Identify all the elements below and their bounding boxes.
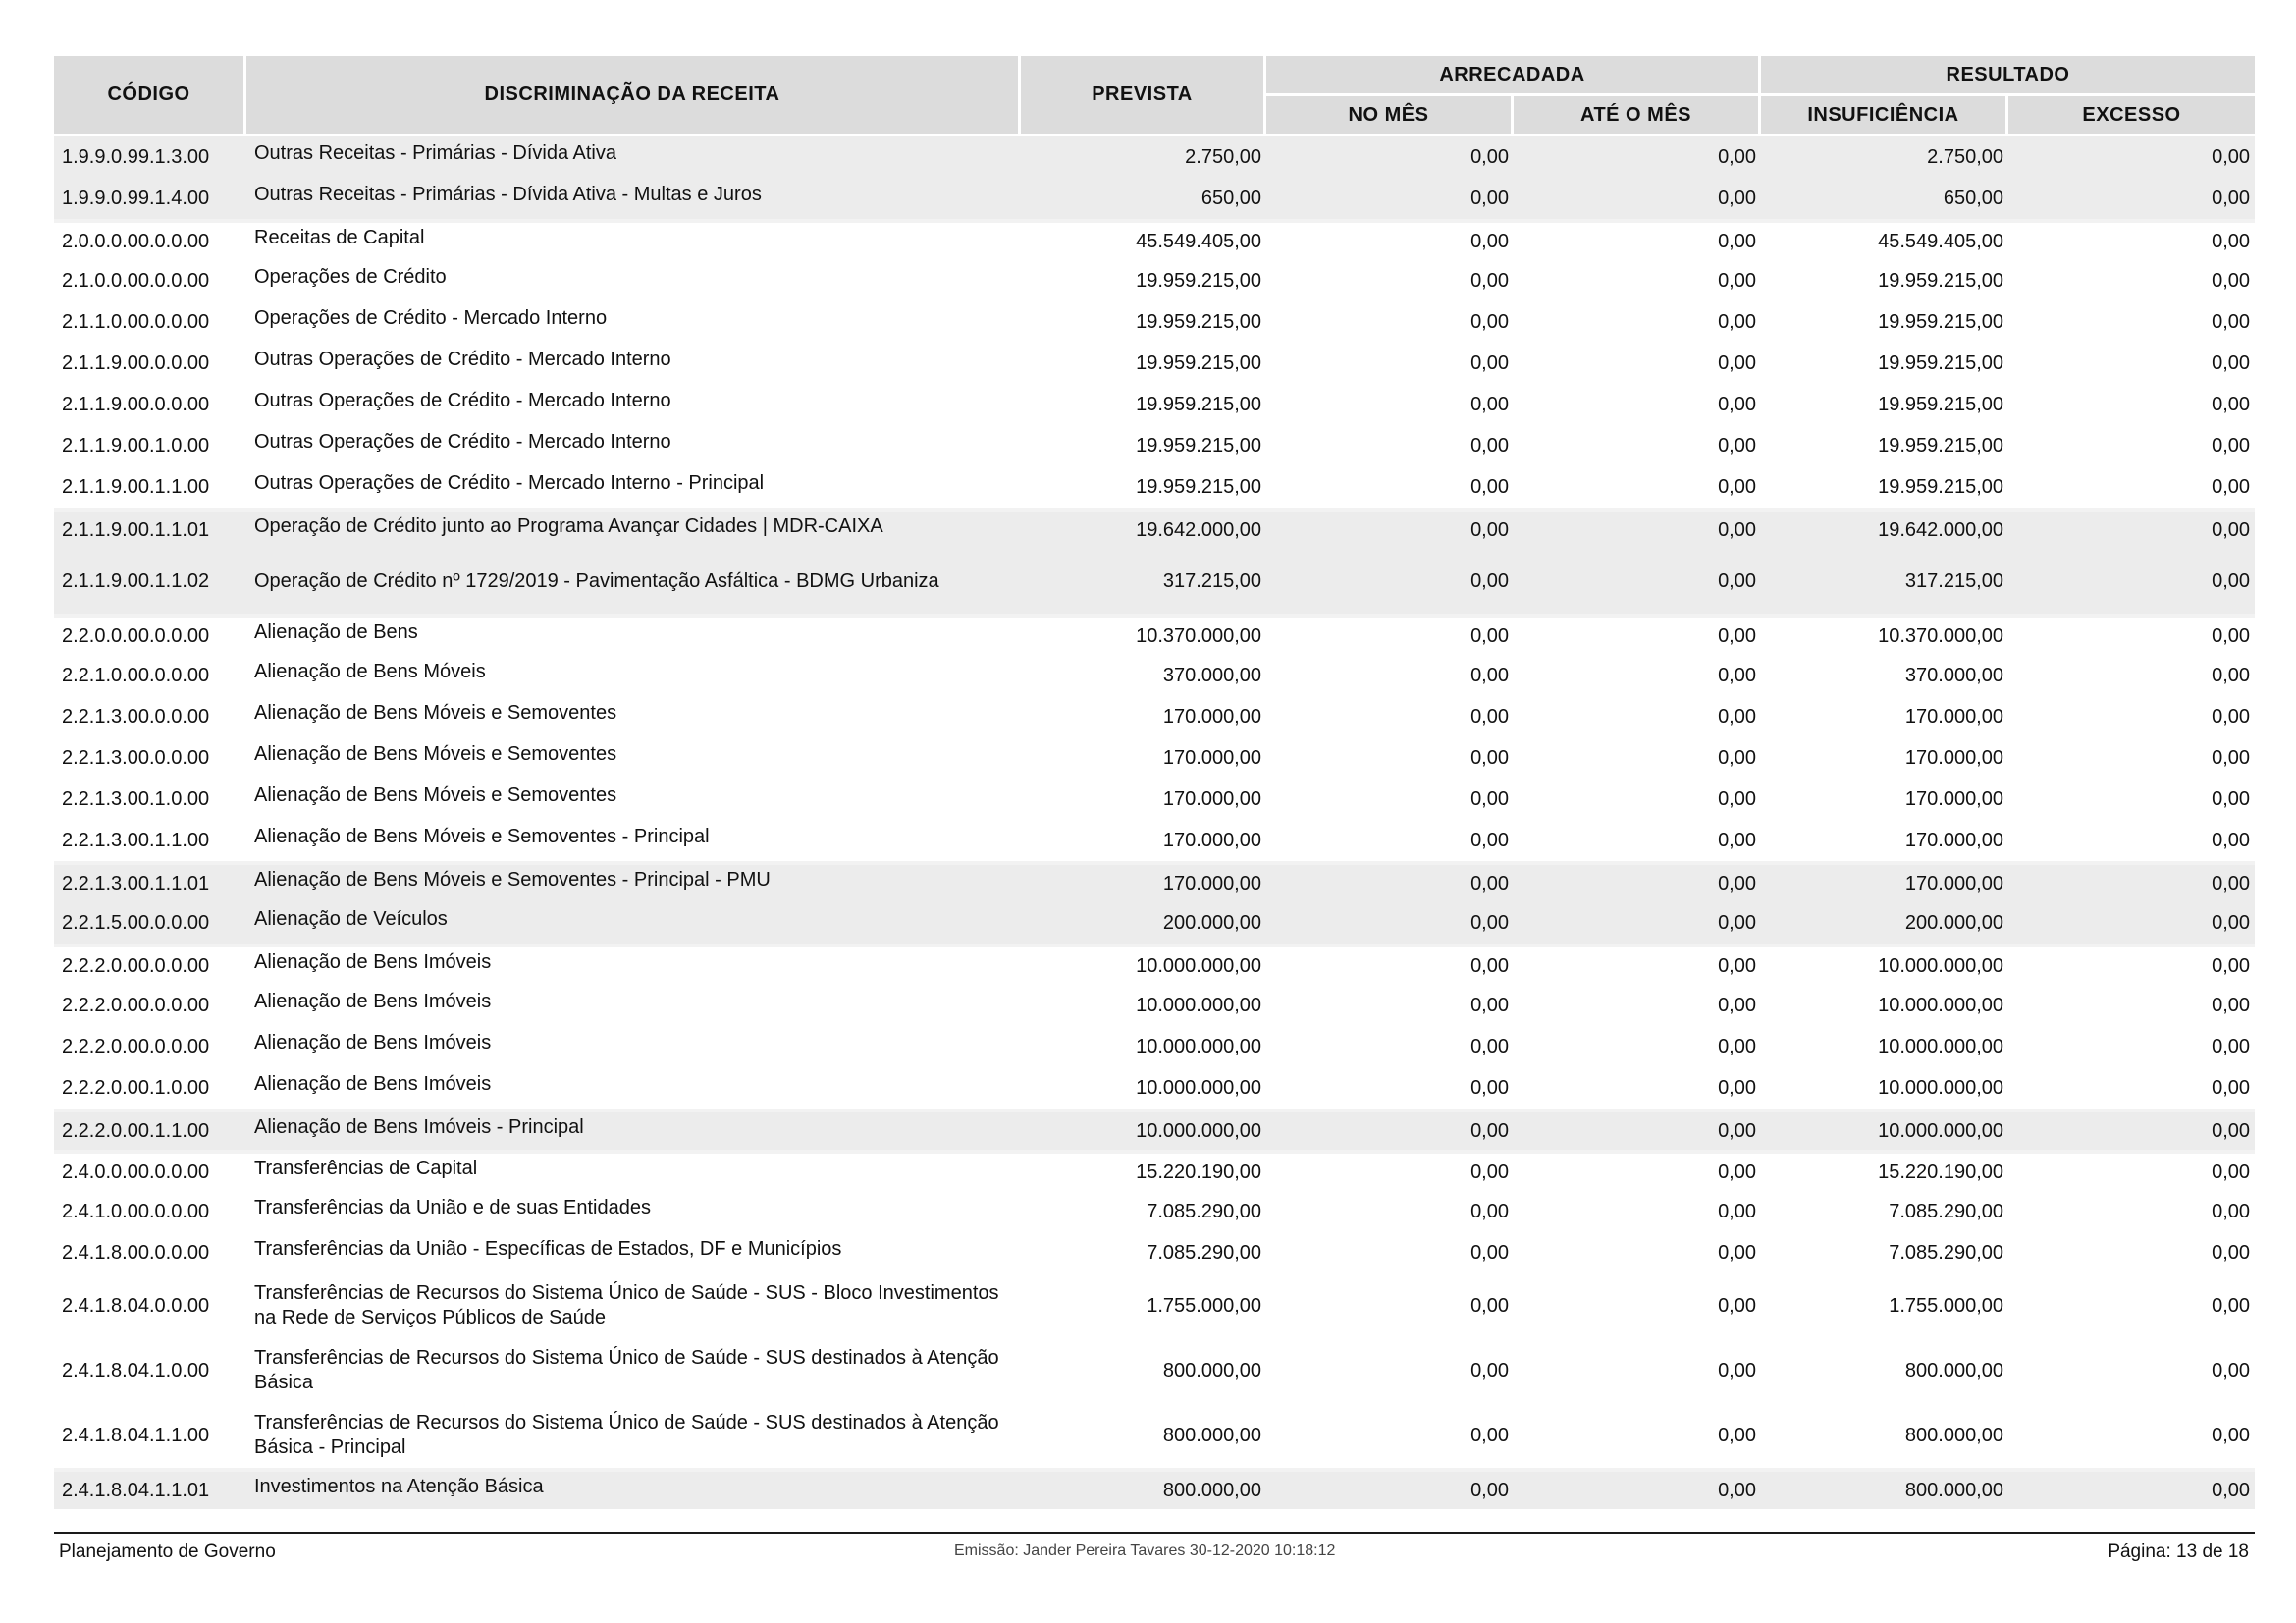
row-prevista: 170.000,00 xyxy=(1021,861,1266,902)
row-excesso: 0,00 xyxy=(2212,1241,2251,1264)
row-prevista: 10.000.000,00 xyxy=(1136,1035,1261,1057)
table-row xyxy=(54,1109,2255,1150)
row-code: 2.4.0.0.00.0.0.00 xyxy=(54,1150,246,1191)
row-no-mes: 0,00 xyxy=(1470,1035,1509,1057)
row-code: 2.4.1.0.00.0.0.00 xyxy=(62,1200,210,1222)
row-ate-o-mes: 0,00 xyxy=(1718,787,1756,810)
row-ate-o-mes: 0,00 xyxy=(1514,1109,1761,1150)
row-prevista: 10.370.000,00 xyxy=(1021,614,1266,655)
row-description-text: Receitas de Capital xyxy=(254,226,425,248)
row-prevista: 7.085.290,00 xyxy=(1147,1200,1261,1222)
row-insuficiencia: 7.085.290,00 xyxy=(1889,1200,2003,1222)
row-insuficiencia: 10.000.000,00 xyxy=(1761,1109,2008,1150)
report-page xyxy=(54,56,2255,1509)
row-no-mes: 0,00 xyxy=(1470,1076,1509,1099)
row-ate-o-mes: 0,00 xyxy=(1718,1359,1756,1381)
table-row xyxy=(54,1403,2255,1468)
row-no-mes: 0,00 xyxy=(1266,1150,1514,1191)
row-insuficiencia: 170.000,00 xyxy=(1761,861,2008,902)
row-excesso: 0,00 xyxy=(2212,1035,2251,1057)
row-excesso: 0,00 xyxy=(2008,136,2255,178)
row-insuficiencia: 170.000,00 xyxy=(1904,746,2003,769)
row-description-text: Outras Operações de Crédito - Mercado Interno - Principal xyxy=(254,471,765,494)
row-description-text: Outras Operações de Crédito - Mercado Interno xyxy=(254,348,671,370)
row-excesso: 0,00 xyxy=(2212,705,2251,728)
row-ate-o-mes: 0,00 xyxy=(1718,1035,1756,1057)
row-description-text: Transferências de Recursos do Sistema Único de Saúde - SUS - Bloco Investimentos na Rede de Serviços Públicos de Saúde xyxy=(254,1282,999,1328)
row-description xyxy=(246,1403,1021,1468)
row-code: 2.1.1.9.00.0.0.00 xyxy=(62,393,210,415)
row-code: 2.4.1.8.04.1.1.00 xyxy=(62,1424,210,1446)
row-excesso: 0,00 xyxy=(2212,1424,2251,1446)
row-excesso: 0,00 xyxy=(2212,829,2251,851)
row-prevista: 10.000.000,00 xyxy=(1021,1109,1266,1150)
row-insuficiencia: 800.000,00 xyxy=(1761,1468,2008,1509)
table-row xyxy=(54,1026,2255,1067)
row-ate-o-mes: 0,00 xyxy=(1718,705,1756,728)
row-excesso: 0,00 xyxy=(2008,1150,2255,1191)
row-no-mes: 0,00 xyxy=(1470,829,1509,851)
row-description xyxy=(246,343,1021,384)
row-description-text: Alienação de Bens Móveis e Semoventes xyxy=(254,784,617,806)
row-description-text: Alienação de Bens Móveis e Semoventes xyxy=(254,742,617,765)
row-ate-o-mes: 0,00 xyxy=(1514,508,1761,549)
header-ate-o-mes: ATÉ O MÊS xyxy=(1514,96,1761,136)
row-description xyxy=(246,820,1021,861)
revenue-table xyxy=(54,56,2255,1509)
row-code: 2.1.1.9.00.0.0.00 xyxy=(62,352,210,374)
row-description xyxy=(246,779,1021,820)
table-header xyxy=(54,56,2255,136)
row-description xyxy=(246,614,1021,655)
row-excesso: 0,00 xyxy=(2212,1076,2251,1099)
row-code: 2.2.1.3.00.1.0.00 xyxy=(62,787,210,810)
row-prevista: 800.000,00 xyxy=(1162,1424,1261,1446)
table-row xyxy=(54,696,2255,737)
table-row xyxy=(54,136,2255,178)
row-insuficiencia: 317.215,00 xyxy=(1761,549,2008,614)
table-row xyxy=(54,1338,2255,1403)
row-code: 2.2.0.0.00.0.0.00 xyxy=(54,614,246,655)
row-ate-o-mes: 0,00 xyxy=(1718,352,1756,374)
row-prevista: 7.085.290,00 xyxy=(1147,1241,1261,1264)
row-no-mes: 0,00 xyxy=(1470,994,1509,1016)
table-row xyxy=(54,985,2255,1026)
row-insuficiencia: 19.959.215,00 xyxy=(1878,269,2003,292)
row-excesso: 0,00 xyxy=(2008,902,2255,944)
row-code: 2.2.2.0.00.0.0.00 xyxy=(62,994,210,1016)
row-excesso: 0,00 xyxy=(2212,310,2251,333)
table-row xyxy=(54,508,2255,549)
row-prevista: 1.755.000,00 xyxy=(1147,1294,1261,1317)
row-no-mes: 0,00 xyxy=(1470,1200,1509,1222)
row-prevista: 10.000.000,00 xyxy=(1136,1076,1261,1099)
row-insuficiencia: 10.370.000,00 xyxy=(1761,614,2008,655)
row-code: 2.4.1.8.04.1.0.00 xyxy=(62,1359,210,1381)
row-description xyxy=(246,861,1021,902)
row-prevista: 19.959.215,00 xyxy=(1136,310,1261,333)
table-row xyxy=(54,260,2255,301)
row-prevista: 10.000.000,00 xyxy=(1021,944,1266,985)
row-insuficiencia: 19.959.215,00 xyxy=(1878,475,2003,498)
row-description xyxy=(246,384,1021,425)
header-no-mes: NO MÊS xyxy=(1266,96,1514,136)
row-code: 2.2.2.0.00.0.0.00 xyxy=(54,944,246,985)
row-excesso: 0,00 xyxy=(2008,1468,2255,1509)
row-description-text: Alienação de Bens Imóveis xyxy=(254,1072,492,1095)
row-description-text: Operação de Crédito nº 1729/2019 - Pavimentação Asfáltica - BDMG Urbaniza xyxy=(254,569,939,592)
row-code: 2.4.1.8.04.0.0.00 xyxy=(62,1294,210,1317)
row-description-text: Outras Receitas - Primárias - Dívida Ativa - Multas e Juros xyxy=(254,183,762,205)
row-ate-o-mes: 0,00 xyxy=(1514,178,1761,219)
table-row xyxy=(54,779,2255,820)
row-description-text: Operação de Crédito junto ao Programa Avançar Cidades | MDR-CAIXA xyxy=(254,514,883,537)
row-insuficiencia: 170.000,00 xyxy=(1904,787,2003,810)
row-no-mes: 0,00 xyxy=(1470,352,1509,374)
row-ate-o-mes: 0,00 xyxy=(1514,1468,1761,1509)
footer-divider xyxy=(54,1532,2255,1534)
row-prevista: 2.750,00 xyxy=(1021,136,1266,178)
row-excesso: 0,00 xyxy=(2212,1294,2251,1317)
header-prevista: PREVISTA xyxy=(1021,56,1266,136)
row-no-mes: 0,00 xyxy=(1266,1468,1514,1509)
table-row xyxy=(54,861,2255,902)
row-insuficiencia: 10.000.000,00 xyxy=(1878,1076,2003,1099)
header-arrecadada: ARRECADADA xyxy=(1266,56,1761,96)
row-code: 2.2.2.0.00.0.0.00 xyxy=(62,1035,210,1057)
row-ate-o-mes: 0,00 xyxy=(1718,1424,1756,1446)
row-no-mes: 0,00 xyxy=(1470,1359,1509,1381)
row-insuficiencia: 650,00 xyxy=(1761,178,2008,219)
row-description xyxy=(246,301,1021,343)
row-code: 1.9.9.0.99.1.4.00 xyxy=(54,178,246,219)
row-description-text: Transferências da União e de suas Entidades xyxy=(254,1196,651,1218)
row-insuficiencia: 7.085.290,00 xyxy=(1889,1241,2003,1264)
row-no-mes: 0,00 xyxy=(1266,944,1514,985)
row-description xyxy=(246,944,1021,985)
row-no-mes: 0,00 xyxy=(1266,1109,1514,1150)
row-code: 2.2.1.3.00.1.1.01 xyxy=(54,861,246,902)
row-description-text: Operações de Crédito xyxy=(254,265,447,288)
table-row xyxy=(54,178,2255,219)
row-no-mes: 0,00 xyxy=(1266,219,1514,260)
row-code: 2.2.1.0.00.0.0.00 xyxy=(62,664,210,686)
row-code: 2.1.1.9.00.1.0.00 xyxy=(62,434,210,457)
row-prevista: 170.000,00 xyxy=(1162,746,1261,769)
row-prevista: 15.220.190,00 xyxy=(1021,1150,1266,1191)
table-row xyxy=(54,219,2255,260)
row-description-text: Alienação de Bens Imóveis xyxy=(254,950,492,973)
row-insuficiencia: 10.000.000,00 xyxy=(1761,944,2008,985)
row-no-mes: 0,00 xyxy=(1470,434,1509,457)
row-description xyxy=(246,508,1021,549)
table-row xyxy=(54,944,2255,985)
row-ate-o-mes: 0,00 xyxy=(1718,664,1756,686)
row-code: 2.1.1.0.00.0.0.00 xyxy=(62,310,210,333)
row-prevista: 370.000,00 xyxy=(1162,664,1261,686)
row-insuficiencia: 370.000,00 xyxy=(1904,664,2003,686)
row-no-mes: 0,00 xyxy=(1470,1294,1509,1317)
table-row xyxy=(54,1150,2255,1191)
row-no-mes: 0,00 xyxy=(1470,1424,1509,1446)
row-insuficiencia: 200.000,00 xyxy=(1761,902,2008,944)
row-excesso: 0,00 xyxy=(2008,549,2255,614)
row-prevista: 19.959.215,00 xyxy=(1136,393,1261,415)
row-ate-o-mes: 0,00 xyxy=(1718,746,1756,769)
row-ate-o-mes: 0,00 xyxy=(1718,829,1756,851)
row-description xyxy=(246,136,1021,178)
row-insuficiencia: 800.000,00 xyxy=(1904,1359,2003,1381)
row-prevista: 170.000,00 xyxy=(1162,705,1261,728)
row-description xyxy=(246,549,1021,614)
row-ate-o-mes: 0,00 xyxy=(1514,1150,1761,1191)
row-description xyxy=(246,1109,1021,1150)
table-row xyxy=(54,549,2255,614)
row-description-text: Investimentos na Atenção Básica xyxy=(254,1475,544,1497)
row-excesso: 0,00 xyxy=(2212,269,2251,292)
header-discriminacao: DISCRIMINAÇÃO DA RECEITA xyxy=(246,56,1021,136)
row-no-mes: 0,00 xyxy=(1470,705,1509,728)
row-no-mes: 0,00 xyxy=(1470,787,1509,810)
row-prevista: 170.000,00 xyxy=(1162,787,1261,810)
row-description-text: Operações de Crédito - Mercado Interno xyxy=(254,306,608,329)
row-prevista: 19.959.215,00 xyxy=(1136,475,1261,498)
row-code: 2.1.1.9.00.1.1.01 xyxy=(54,508,246,549)
row-description xyxy=(246,260,1021,301)
row-no-mes: 0,00 xyxy=(1470,393,1509,415)
table-row xyxy=(54,737,2255,779)
row-excesso: 0,00 xyxy=(2212,1359,2251,1381)
row-no-mes: 0,00 xyxy=(1470,310,1509,333)
table-row xyxy=(54,1191,2255,1232)
table-row xyxy=(54,614,2255,655)
row-excesso: 0,00 xyxy=(2008,944,2255,985)
row-ate-o-mes: 0,00 xyxy=(1514,136,1761,178)
row-insuficiencia: 2.750,00 xyxy=(1761,136,2008,178)
row-ate-o-mes: 0,00 xyxy=(1514,549,1761,614)
row-ate-o-mes: 0,00 xyxy=(1514,861,1761,902)
row-ate-o-mes: 0,00 xyxy=(1514,902,1761,944)
row-code: 2.4.1.8.00.0.0.00 xyxy=(62,1241,210,1264)
row-no-mes: 0,00 xyxy=(1266,178,1514,219)
row-insuficiencia: 800.000,00 xyxy=(1904,1424,2003,1446)
row-description-text: Alienação de Bens Móveis xyxy=(254,660,486,682)
row-insuficiencia: 19.959.215,00 xyxy=(1878,434,2003,457)
table-row xyxy=(54,820,2255,861)
row-code: 1.9.9.0.99.1.3.00 xyxy=(54,136,246,178)
row-ate-o-mes: 0,00 xyxy=(1718,475,1756,498)
row-no-mes: 0,00 xyxy=(1266,136,1514,178)
row-description xyxy=(246,425,1021,466)
row-ate-o-mes: 0,00 xyxy=(1718,310,1756,333)
row-description-text: Transferências de Capital xyxy=(254,1157,478,1179)
row-ate-o-mes: 0,00 xyxy=(1718,1200,1756,1222)
row-description-text: Transferências da União - Específicas de Estados, DF e Municípios xyxy=(254,1237,842,1260)
row-ate-o-mes: 0,00 xyxy=(1718,434,1756,457)
row-prevista: 170.000,00 xyxy=(1162,829,1261,851)
row-excesso: 0,00 xyxy=(2008,508,2255,549)
row-insuficiencia: 10.000.000,00 xyxy=(1878,994,2003,1016)
row-insuficiencia: 1.755.000,00 xyxy=(1889,1294,2003,1317)
row-no-mes: 0,00 xyxy=(1470,746,1509,769)
row-ate-o-mes: 0,00 xyxy=(1514,219,1761,260)
table-row xyxy=(54,655,2255,696)
row-code: 2.2.2.0.00.1.1.00 xyxy=(54,1109,246,1150)
row-excesso: 0,00 xyxy=(2212,352,2251,374)
row-description-text: Alienação de Bens Móveis e Semoventes xyxy=(254,701,617,724)
row-ate-o-mes: 0,00 xyxy=(1514,614,1761,655)
row-prevista: 19.959.215,00 xyxy=(1136,269,1261,292)
row-insuficiencia: 19.959.215,00 xyxy=(1878,310,2003,333)
row-insuficiencia: 15.220.190,00 xyxy=(1761,1150,2008,1191)
row-ate-o-mes: 0,00 xyxy=(1718,1241,1756,1264)
row-excesso: 0,00 xyxy=(2212,664,2251,686)
row-code: 2.4.1.8.04.1.1.01 xyxy=(54,1468,246,1509)
row-excesso: 0,00 xyxy=(2212,475,2251,498)
row-description xyxy=(246,219,1021,260)
row-description xyxy=(246,1273,1021,1338)
table-row xyxy=(54,1232,2255,1273)
row-description-text: Transferências de Recursos do Sistema Único de Saúde - SUS destinados à Atenção Básica - Principal xyxy=(254,1412,999,1458)
row-insuficiencia: 10.000.000,00 xyxy=(1878,1035,2003,1057)
row-description xyxy=(246,902,1021,944)
row-excesso: 0,00 xyxy=(2008,614,2255,655)
row-code: 2.2.1.3.00.0.0.00 xyxy=(62,746,210,769)
row-description-text: Alienação de Bens Imóveis xyxy=(254,1031,492,1054)
row-prevista: 317.215,00 xyxy=(1021,549,1266,614)
row-description xyxy=(246,985,1021,1026)
row-description-text: Alienação de Bens Imóveis xyxy=(254,990,492,1012)
row-description-text: Alienação de Bens Móveis e Semoventes - Principal xyxy=(254,825,710,847)
row-insuficiencia: 45.549.405,00 xyxy=(1761,219,2008,260)
table-row xyxy=(54,301,2255,343)
table-row xyxy=(54,384,2255,425)
row-ate-o-mes: 0,00 xyxy=(1718,1294,1756,1317)
table-row xyxy=(54,425,2255,466)
table-row xyxy=(54,1468,2255,1509)
row-description xyxy=(246,1026,1021,1067)
row-code: 2.1.1.9.00.1.1.00 xyxy=(62,475,210,498)
row-no-mes: 0,00 xyxy=(1470,475,1509,498)
row-prevista: 200.000,00 xyxy=(1021,902,1266,944)
row-excesso: 0,00 xyxy=(2212,434,2251,457)
row-prevista: 19.959.215,00 xyxy=(1136,434,1261,457)
row-code: 2.1.1.9.00.1.1.02 xyxy=(54,549,246,614)
row-ate-o-mes: 0,00 xyxy=(1718,269,1756,292)
row-no-mes: 0,00 xyxy=(1470,1241,1509,1264)
row-prevista: 19.642.000,00 xyxy=(1021,508,1266,549)
row-no-mes: 0,00 xyxy=(1266,614,1514,655)
row-ate-o-mes: 0,00 xyxy=(1718,994,1756,1016)
row-excesso: 0,00 xyxy=(2212,746,2251,769)
row-description xyxy=(246,1191,1021,1232)
row-description xyxy=(246,1232,1021,1273)
row-description xyxy=(246,737,1021,779)
row-no-mes: 0,00 xyxy=(1266,902,1514,944)
row-insuficiencia: 19.959.215,00 xyxy=(1878,393,2003,415)
row-description-text: Transferências de Recursos do Sistema Único de Saúde - SUS destinados à Atenção Básica xyxy=(254,1347,999,1393)
table-row xyxy=(54,1067,2255,1109)
header-resultado: RESULTADO xyxy=(1761,56,2255,96)
row-description-text: Alienação de Veículos xyxy=(254,907,448,930)
row-insuficiencia: 170.000,00 xyxy=(1904,829,2003,851)
row-excesso: 0,00 xyxy=(2008,861,2255,902)
row-description-text: Outras Receitas - Primárias - Dívida Ativa xyxy=(254,141,616,164)
table-row xyxy=(54,343,2255,384)
row-prevista: 19.959.215,00 xyxy=(1136,352,1261,374)
row-no-mes: 0,00 xyxy=(1266,549,1514,614)
row-code: 2.2.1.3.00.1.1.00 xyxy=(62,829,210,851)
row-excesso: 0,00 xyxy=(2008,219,2255,260)
header-insuficiencia: INSUFICIÊNCIA xyxy=(1761,96,2008,136)
row-excesso: 0,00 xyxy=(2212,994,2251,1016)
header-codigo: CÓDIGO xyxy=(54,56,246,136)
row-code: 2.2.2.0.00.1.0.00 xyxy=(62,1076,210,1099)
row-description xyxy=(246,1468,1021,1509)
row-description-text: Alienação de Bens xyxy=(254,621,418,643)
row-prevista: 10.000.000,00 xyxy=(1136,994,1261,1016)
row-prevista: 650,00 xyxy=(1021,178,1266,219)
table-row xyxy=(54,902,2255,944)
row-excesso: 0,00 xyxy=(2212,393,2251,415)
row-description-text: Alienação de Bens Imóveis - Principal xyxy=(254,1115,584,1138)
row-code: 2.2.1.3.00.0.0.00 xyxy=(62,705,210,728)
table-row xyxy=(54,1273,2255,1338)
row-description xyxy=(246,655,1021,696)
footer-emission-info: Emissão: Jander Pereira Tavares 30-12-2020 10:18:12 xyxy=(954,1542,1336,1559)
row-description xyxy=(246,466,1021,508)
row-description xyxy=(246,1150,1021,1191)
row-insuficiencia: 19.642.000,00 xyxy=(1761,508,2008,549)
row-prevista: 800.000,00 xyxy=(1162,1359,1261,1381)
row-excesso: 0,00 xyxy=(2008,178,2255,219)
row-description-text: Outras Operações de Crédito - Mercado Interno xyxy=(254,430,671,453)
table-body xyxy=(54,136,2255,1509)
row-excesso: 0,00 xyxy=(2212,1200,2251,1222)
row-ate-o-mes: 0,00 xyxy=(1718,393,1756,415)
row-excesso: 0,00 xyxy=(2008,1109,2255,1150)
table-row xyxy=(54,466,2255,508)
row-description xyxy=(246,178,1021,219)
row-description xyxy=(246,696,1021,737)
row-excesso: 0,00 xyxy=(2212,787,2251,810)
row-no-mes: 0,00 xyxy=(1266,861,1514,902)
row-code: 2.1.0.0.00.0.0.00 xyxy=(62,269,210,292)
row-description xyxy=(246,1338,1021,1403)
row-ate-o-mes: 0,00 xyxy=(1718,1076,1756,1099)
row-code: 2.2.1.5.00.0.0.00 xyxy=(54,902,246,944)
row-prevista: 800.000,00 xyxy=(1021,1468,1266,1509)
footer-department: Planejamento de Governo xyxy=(59,1542,276,1562)
row-prevista: 45.549.405,00 xyxy=(1021,219,1266,260)
row-insuficiencia: 170.000,00 xyxy=(1904,705,2003,728)
row-no-mes: 0,00 xyxy=(1470,664,1509,686)
row-insuficiencia: 19.959.215,00 xyxy=(1878,352,2003,374)
row-description-text: Outras Operações de Crédito - Mercado Interno xyxy=(254,389,671,411)
footer-page-number: Página: 13 de 18 xyxy=(2108,1542,2249,1562)
row-description xyxy=(246,1067,1021,1109)
row-no-mes: 0,00 xyxy=(1266,508,1514,549)
row-code: 2.0.0.0.00.0.0.00 xyxy=(54,219,246,260)
row-no-mes: 0,00 xyxy=(1470,269,1509,292)
row-ate-o-mes: 0,00 xyxy=(1514,944,1761,985)
row-description-text: Alienação de Bens Móveis e Semoventes - Principal - PMU xyxy=(254,868,771,891)
header-excesso: EXCESSO xyxy=(2008,96,2255,136)
